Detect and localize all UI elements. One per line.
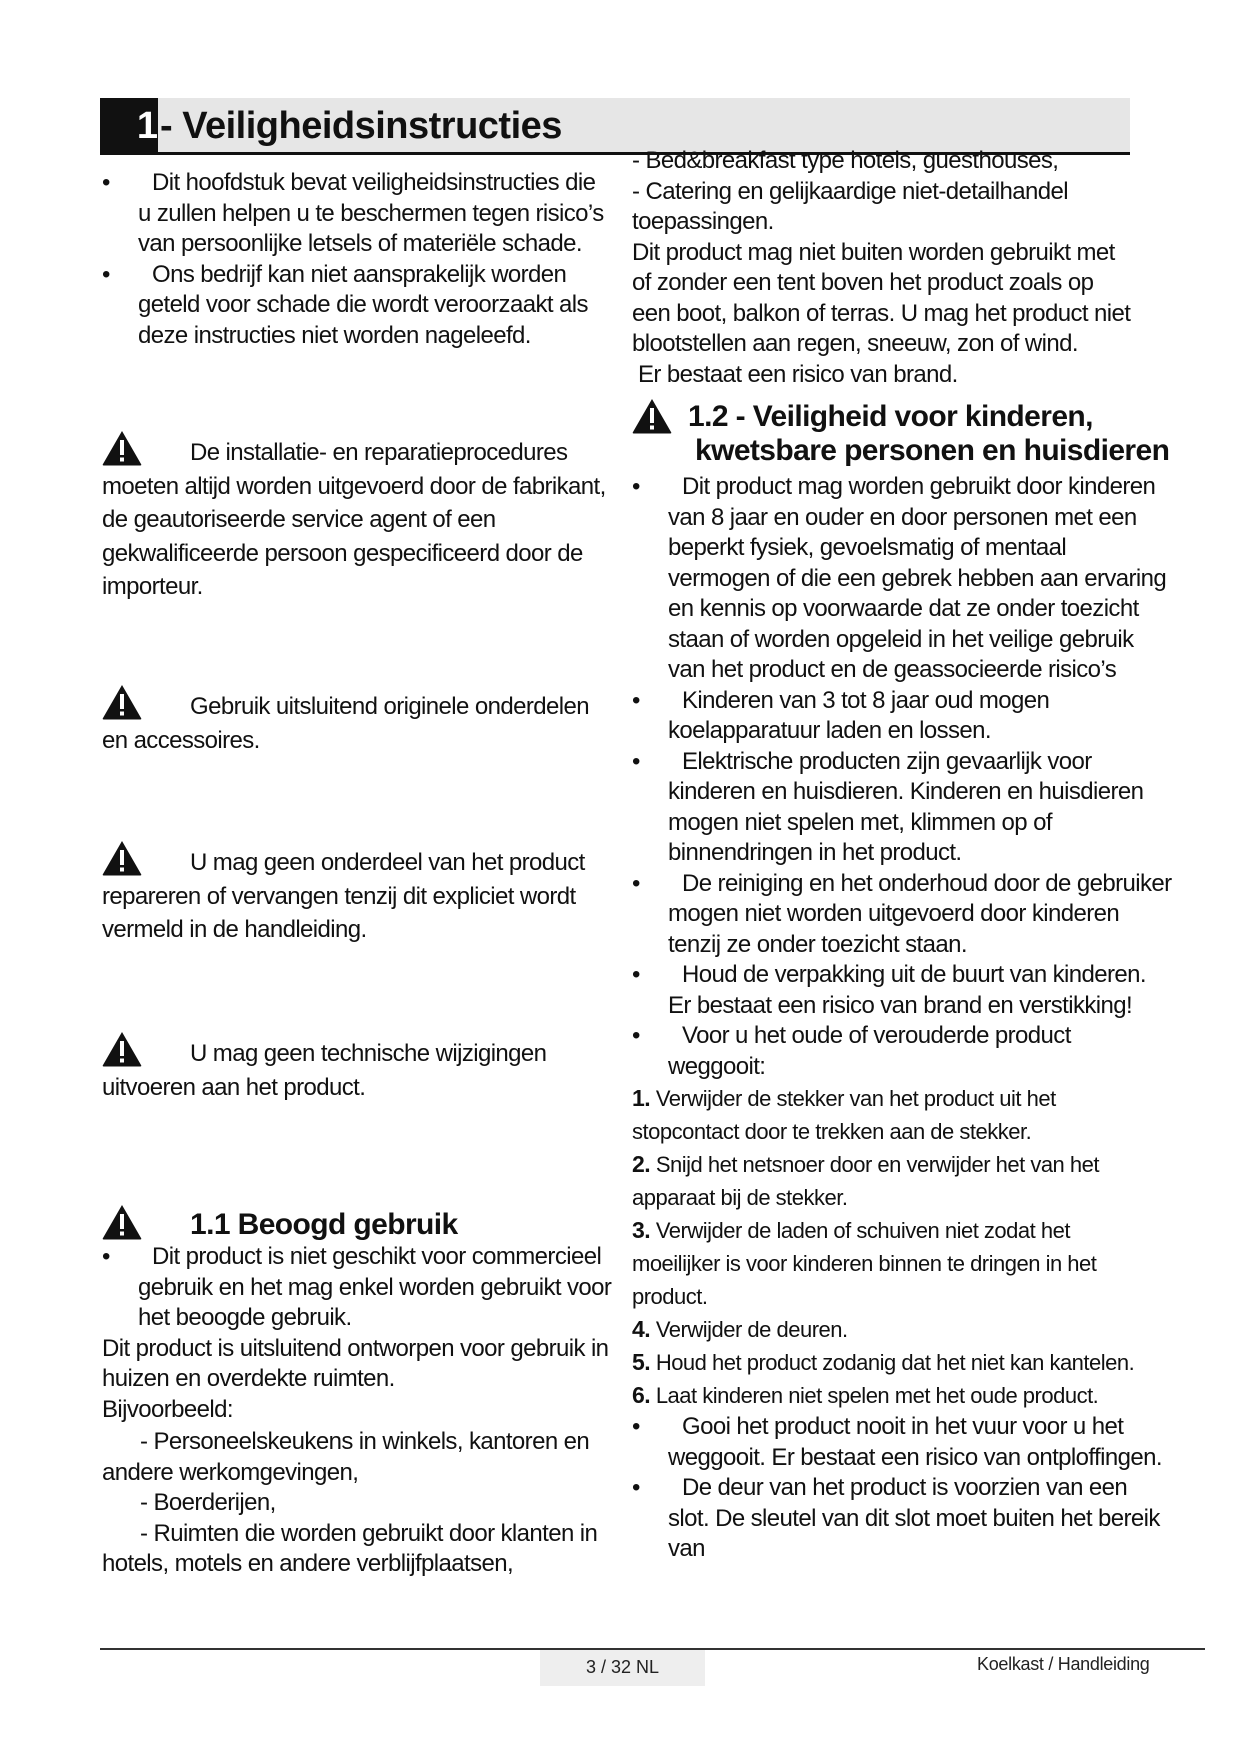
paragraph: Dit product is uitsluitend ontworpen voor gebruik in huizen en overdekte ruimten. (102, 1334, 609, 1392)
numbered-step: 5. Houd het product zodanig dat het niet kan kantelen. (632, 1349, 1135, 1375)
subsection-title-line2: kwetsbare personen en huisdieren (695, 434, 1170, 467)
paragraph: Bijvoorbeeld: (102, 1395, 233, 1423)
warning-block: U mag geen onderdeel van het product repareren of vervangen tenzij dit expliciet wordt vermeld in de handleiding. (102, 846, 617, 947)
paragraph: - Catering en gelijkaardige niet-detailhandel toepassingen. (632, 177, 1068, 235)
page-number: 3 / 32 NL (540, 1650, 705, 1686)
list-item: • Dit hoofdstuk bevat veiligheidsinstructies die u zullen helpen u te beschermen tegen risico’s van persoonlijke letsels of materiële schade. (102, 169, 604, 257)
warning-block: U mag geen technische wijzigingen uitvoeren aan het product. (102, 1037, 617, 1104)
warning-block: Gebruik uitsluitend originele onderdelen en accessoires. (102, 690, 617, 757)
list-item: • Kinderen van 3 tot 8 jaar oud mogen koelapparatuur laden en lossen. (632, 686, 1050, 744)
list-item: • Dit product is niet geschikt voor commercieel gebruik en het mag enkel worden gebruikt voor het beoogde gebruik. (102, 1243, 612, 1331)
section-1-1 (102, 1208, 614, 1580)
list-item: • De reiniging en het onderhoud door de gebruiker mogen niet worden uitgevoerd door kinderen tenzij ze onder toezicht staan. (632, 869, 1172, 958)
list-item: • De deur van het product is voorzien van een slot. De sleutel van dit slot moet buiten het bereik van (632, 1474, 1160, 1562)
numbered-step: 6. Laat kinderen niet spelen met het oude product. (632, 1382, 1099, 1408)
subsection-title: 1.2 - Veiligheid voor kinderen, (688, 400, 1093, 433)
section-number: 1 (136, 105, 158, 147)
numbered-step: 4. Verwijder de deuren. (632, 1316, 848, 1342)
example-item: - Personeelskeukens in winkels, kantoren en andere werkomgevingen, (102, 1428, 590, 1486)
list-item: • Gooi het product nooit in het vuur voor u het weggooit. Er bestaat een risico van ontploffingen. (632, 1413, 1162, 1471)
warning-icon (102, 430, 142, 466)
example-item: - Ruimten die worden gebruikt door klanten in hotels, motels en andere verblijfplaatsen, (102, 1519, 598, 1577)
left-intro (102, 168, 614, 351)
section-number-box (100, 98, 158, 155)
right-column (632, 146, 1172, 1565)
list-item: • Elektrische producten zijn gevaarlijk voor kinderen en huisdieren. Kinderen en huisdieren mogen niet spelen met, klimmen op of binnendringen in het product. (632, 747, 1144, 866)
numbered-step: 3. Verwijder de laden of schuiven niet zodat het moeilijker is voor kinderen binnen te dringen in het product. (632, 1217, 1097, 1309)
list-item: • Ons bedrijf kan niet aansprakelijk worden geteld voor schade die wordt veroorzaakt als deze instructies niet worden nageleefd. (102, 260, 588, 349)
list-item: • Voor u het oude of verouderde product weggooit: (632, 1022, 1071, 1080)
warning-icon (632, 398, 672, 434)
warning-icon (102, 840, 142, 876)
section-title: - Veiligheidsinstructies (160, 105, 562, 147)
section-1-2-heading (632, 400, 1172, 468)
footer-title: Koelkast / Handleiding (977, 1654, 1150, 1674)
warning-icon (102, 684, 142, 720)
paragraph: Dit product mag niet buiten worden gebruikt met of zonder een tent boven het product zoals op een boot, balkon of terras. U mag het product niet blootstellen aan regen, sneeuw, zon of wind. (632, 238, 1131, 357)
numbered-step: 2. Snijd het netsnoer door en verwijder het van het apparaat bij de stekker. (632, 1151, 1099, 1210)
paragraph: - Bed&breakfast type hotels, guesthouses, (632, 147, 1059, 174)
example-item: - Boerderijen, (140, 1489, 276, 1516)
subsection-title: 1.1 Beoogd gebruik (190, 1208, 458, 1241)
list-item: • Dit product mag worden gebruikt door kinderen van 8 jaar en ouder en door personen met een beperkt fysiek, gevoelsmatig of mentaal vermogen of die een gebrek hebben aan ervaring en kennis op voorwaarde dat ze onder toezicht staan of worden opgeleid in het veilige gebruik van het product en de geassocieerde risico’s (632, 473, 1167, 683)
list-item: • Houd de verpakking uit de buurt van kinderen. Er bestaat een risico van brand en verstikking! (632, 961, 1146, 1019)
warning-block: De installatie- en reparatieprocedures moeten altijd worden uitgevoerd door de fabrikant, de geautoriseerde service agent of een gekwalificeerde persoon gespecificeerd door de importeur. (102, 436, 617, 604)
warning-icon (102, 1204, 142, 1240)
paragraph: Er bestaat een risico van brand. (638, 360, 958, 388)
numbered-step: 1. Verwijder de stekker van het product uit het stopcontact door te trekken aan de stekker. (632, 1085, 1056, 1144)
warning-icon (102, 1031, 142, 1067)
